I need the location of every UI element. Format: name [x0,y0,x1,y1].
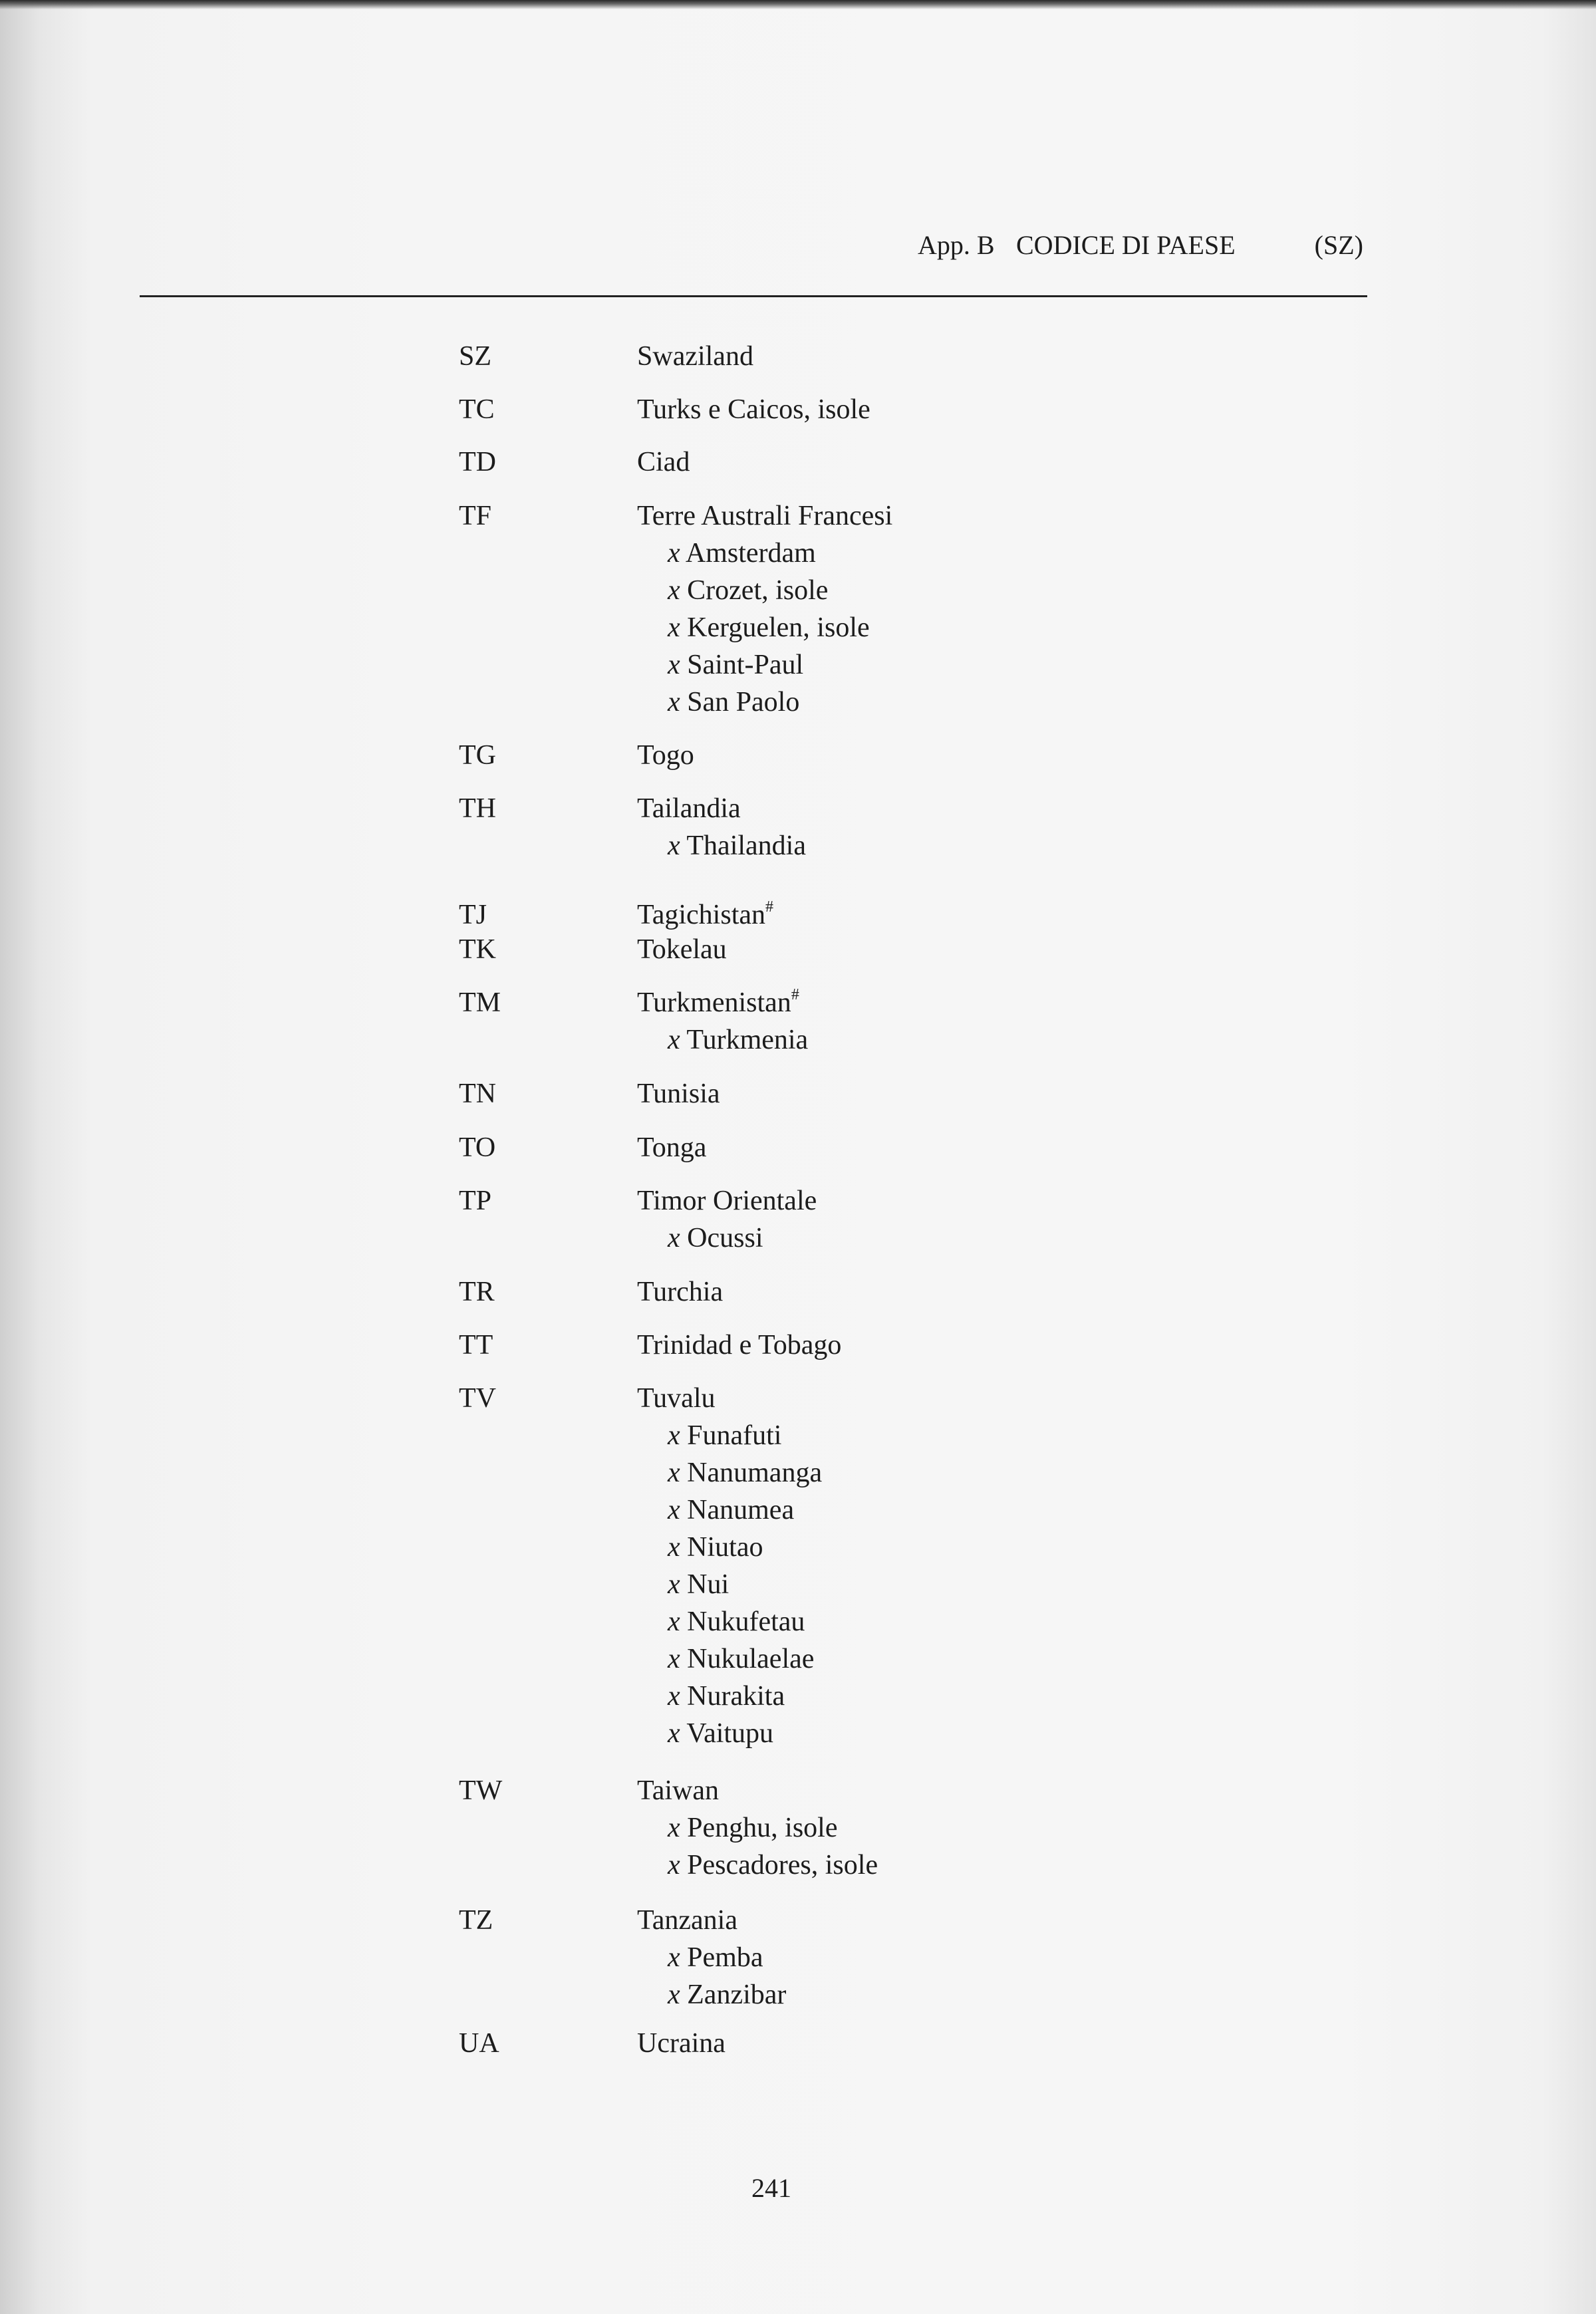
alternate-name [637,1454,822,1491]
alternate-name-text: Niutao [687,1532,763,1563]
cross-reference-marker: x [668,1569,680,1600]
country-code: TR [459,1277,495,1307]
cross-reference-marker: x [668,575,680,606]
alternate-name [637,1715,822,1752]
cross-reference-marker: x [668,831,680,861]
country-name-text: Tonga [637,1132,707,1163]
country-code: TH [459,793,496,824]
cross-reference-marker: x [668,1850,680,1880]
header-title: CODICE DI PAESE [1016,230,1236,260]
cross-reference-marker: x [668,1942,680,1973]
country-name [637,737,694,774]
country-names [637,1327,841,1364]
country-name [637,338,753,375]
alternate-name [637,1847,878,1884]
page-number: 241 [751,2173,791,2203]
country-names [637,896,773,934]
alternate-name [637,1220,817,1257]
country-name-text: Togo [637,740,694,771]
country-name [637,896,773,934]
header-rule [140,295,1367,297]
country-name [637,391,870,428]
cross-reference-marker: x [668,1644,680,1674]
country-code: TJ [459,900,487,930]
country-name [637,1273,723,1311]
alternate-name [637,572,892,609]
alternate-name-text: Funafuti [687,1420,782,1451]
country-name-text: Terre Australi Francesi [637,501,893,531]
alternate-name [637,1603,822,1640]
country-names [637,931,727,968]
alternate-name-text: Saint-Paul [687,650,804,680]
alternate-name [637,1678,822,1715]
country-name-text: Tunisia [637,1079,720,1109]
country-name-text: Tuvalu [637,1383,716,1414]
country-code: TT [459,1330,493,1360]
country-name [637,790,806,827]
country-code: TV [459,1383,496,1414]
alternate-name [637,1939,786,1976]
country-name-text: Tanzania [637,1905,737,1936]
country-code: TP [459,1186,492,1216]
alternate-name [637,1566,822,1603]
country-code: TM [459,987,501,1018]
alternate-name-text: Turkmenia [686,1025,809,1055]
alternate-name-text: Amsterdam [685,538,816,569]
country-name-text: Tailandia [637,793,741,824]
country-name [637,931,727,968]
cross-reference-marker: x [668,1607,680,1637]
alternate-name-text: Nukufetau [687,1607,805,1637]
country-name-text: Swaziland [637,341,753,372]
alternate-name-text: Vaitupu [686,1718,774,1749]
country-names [637,444,690,481]
country-names [637,1273,723,1311]
country-code: SZ [459,341,492,372]
cross-reference-marker: x [668,650,680,680]
footnote-mark: # [765,898,773,916]
cross-reference-marker: x [668,1495,680,1525]
country-name [637,1075,720,1112]
country-name [637,2025,726,2062]
country-names [637,1129,706,1166]
country-code: TF [459,501,492,531]
country-name [637,1182,817,1220]
header-section: App. B [918,230,995,260]
country-name [637,1129,706,1166]
country-code: TD [459,447,496,477]
alternate-name [637,1529,822,1566]
country-name-text: Turkmenistan [637,987,791,1018]
cross-reference-marker: x [668,538,680,569]
country-name-text: Trinidad e Tobago [637,1330,842,1360]
country-name-text: Taiwan [637,1775,720,1806]
country-names [637,984,808,1059]
alternate-name [637,1976,786,2013]
country-name-text: Turchia [637,1277,724,1307]
alternate-name-text: Nanumanga [687,1458,823,1488]
alternate-name-text: Penghu, isole [687,1813,838,1843]
alternate-name-text: Nui [687,1569,730,1600]
country-name-text: Tokelau [637,934,727,965]
cross-reference-marker: x [668,1532,680,1563]
country-name [637,1772,878,1809]
country-names [637,338,753,375]
cross-reference-marker: x [668,687,680,717]
country-names [637,790,806,864]
cross-reference-marker: x [668,1025,680,1055]
country-code: TN [459,1079,496,1109]
country-code: UA [459,2028,499,2059]
header-code-range: (SZ) [1314,230,1363,260]
country-code: TW [459,1775,503,1806]
alternate-name [637,827,806,864]
cross-reference-marker: x [668,1223,680,1253]
country-code: TZ [459,1905,493,1936]
running-header [918,228,1370,263]
country-name [637,1327,841,1364]
country-names [637,1182,817,1257]
country-names [637,737,694,774]
country-name [637,444,690,481]
country-names [637,1772,878,1884]
country-names [637,391,870,428]
country-code: TO [459,1132,496,1163]
cross-reference-marker: x [668,1813,680,1843]
country-code: TK [459,934,496,965]
alternate-name-text: Nanumea [687,1495,795,1525]
alternate-name [637,1491,822,1529]
country-name-text: Tagichistan [637,900,765,930]
alternate-name [637,684,892,721]
country-names [637,2025,726,2062]
country-names [637,1902,786,2013]
country-name-text: Ucraina [637,2028,726,2059]
country-name [637,1902,786,1939]
cross-reference-marker: x [668,1458,680,1488]
alternate-name [637,646,892,684]
country-code: TC [459,394,495,425]
alternate-name-text: Pescadores, isole [687,1850,878,1880]
country-names [637,497,892,721]
alternate-name [637,1809,878,1847]
country-names [637,1380,822,1752]
alternate-name-text: Kerguelen, isole [687,612,870,643]
alternate-name-text: Nukulaelae [687,1644,815,1674]
alternate-name [637,535,892,572]
cross-reference-marker: x [668,1420,680,1451]
country-name [637,1380,822,1417]
alternate-name-text: Crozet, isole [687,575,829,606]
footnote-mark: # [791,986,799,1003]
country-code: TG [459,740,496,771]
alternate-name-text: Pemba [687,1942,763,1973]
cross-reference-marker: x [668,1980,680,2010]
alternate-name-text: Thailandia [686,831,806,861]
alternate-name-text: San Paolo [687,687,800,717]
country-name [637,497,892,535]
alternate-name [637,1640,822,1678]
cross-reference-marker: x [668,1718,680,1749]
alternate-name [637,1021,808,1059]
country-name-text: Turks e Caicos, isole [637,394,870,425]
country-name [637,984,808,1021]
alternate-name-text: Nurakita [687,1681,785,1712]
cross-reference-marker: x [668,1681,680,1712]
country-name-text: Timor Orientale [637,1186,817,1216]
cross-reference-marker: x [668,612,680,643]
alternate-name [637,1417,822,1454]
country-name-text: Ciad [637,447,690,477]
country-names [637,1075,720,1112]
alternate-name-text: Ocussi [687,1223,763,1253]
alternate-name [637,609,892,646]
alternate-name-text: Zanzibar [687,1980,787,2010]
